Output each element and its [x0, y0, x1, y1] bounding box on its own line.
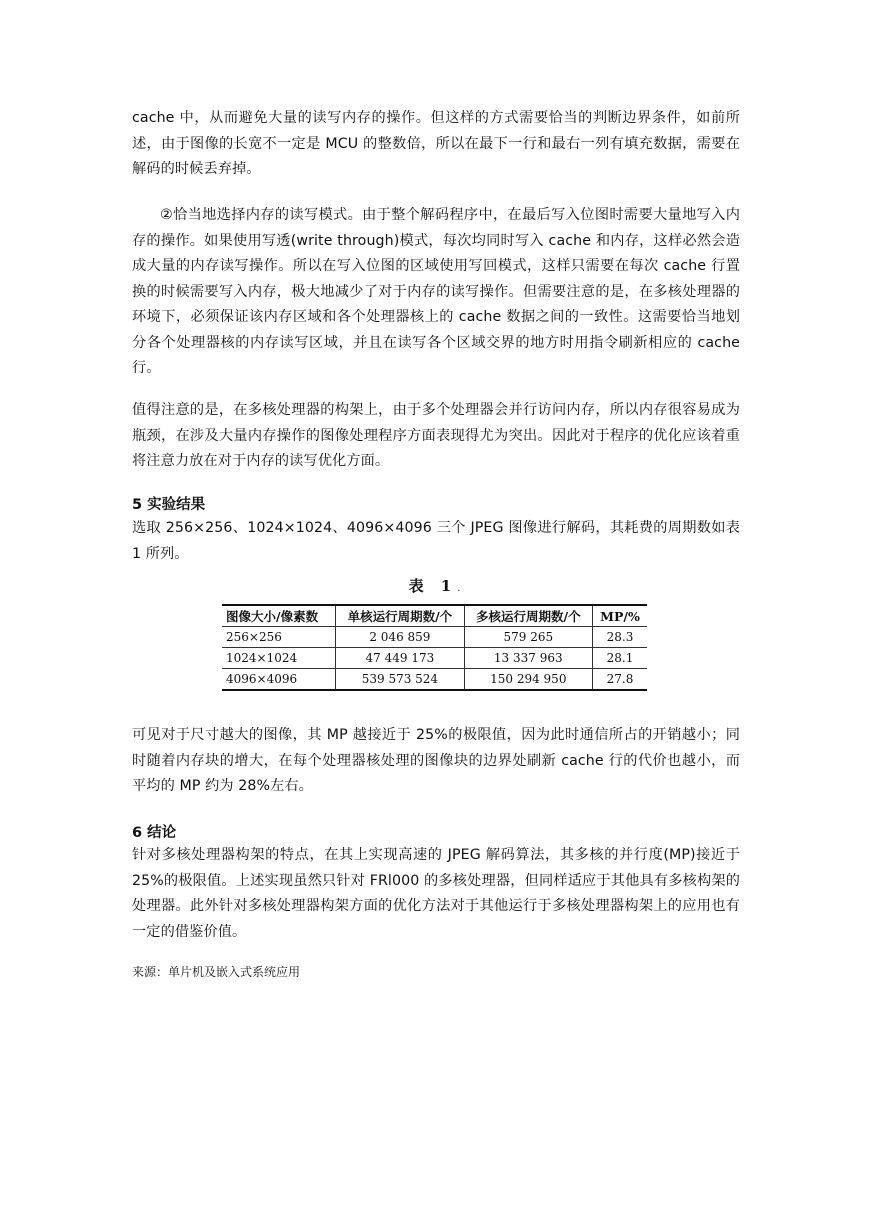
header-multi-core-cycles: 多核运行周期数/个 — [464, 605, 592, 627]
cell-mp: 28.1 — [592, 648, 647, 669]
cell-image-size: 256×256 — [222, 627, 336, 648]
table-header-row — [222, 605, 647, 627]
cell-multi-core: 13 337 963 — [464, 648, 592, 669]
cell-multi-core: 150 294 950 — [464, 669, 592, 691]
cell-multi-core: 579 265 — [464, 627, 592, 648]
results-table — [222, 604, 647, 691]
table-caption — [0, 575, 869, 596]
paragraph-cache-boundary: cache 中，从而避免大量的读写内存的操作。但这样的方式需要恰当的判断边界条件，如前所述，由于图像的长宽不一定是 MCU 的整数倍，所以在最下一行和最右一列有填充数据，需要在解码的时候丢弃掉。 — [132, 110, 740, 177]
cell-single-core: 2 046 859 — [336, 627, 464, 648]
header-image-size: 图像大小/像素数 — [222, 605, 336, 627]
paragraph-memory-bottleneck: 值得注意的是，在多核处理器的构架上，由于多个处理器会并行访问内存，所以内存很容易成为瓶颈，在涉及大量内存操作的图像处理程序方面表现得尤为突出。因此对于程序的优化应该着重将注意力放在对于内存的读写优化方面。 — [132, 402, 740, 469]
cell-image-size: 4096×4096 — [222, 669, 336, 691]
section-6-body: 针对多核处理器构架的特点，在其上实现高速的 JPEG 解码算法，其多核的并行度(MP)接近于 25%的极限值。上述实现虽然只针对 FRl000 的多核处理器，但同样适应于其他具有多核构架的处理器。此外针对多核处理器构架方面的优化方法对于其他运行于多核处理器构架上的应用也有一定的借鉴价值。 — [132, 847, 740, 940]
cell-single-core: 539 573 524 — [336, 669, 464, 691]
cell-single-core: 47 449 173 — [336, 648, 464, 669]
cell-image-size: 1024×1024 — [222, 648, 336, 669]
cell-mp: 27.8 — [592, 669, 647, 691]
section-6-heading: 6 结论 — [132, 825, 177, 841]
cell-mp: 28.3 — [592, 627, 647, 648]
section-5-heading: 5 实验结果 — [132, 497, 206, 513]
table-row — [222, 669, 647, 691]
table-row — [222, 648, 647, 669]
section-5-conclusion: 可见对于尺寸越大的图像，其 MP 越接近于 25%的极限值，因为此时通信所占的开销越小；同时随着内存块的增大，在每个处理器核处理的图像块的边界处刷新 cache 行的代价也越小，而平均的 MP 约为 28%左右。 — [132, 727, 740, 794]
header-single-core-cycles: 单核运行周期数/个 — [336, 605, 464, 627]
source-line: 来源：单片机及嵌入式系统应用 — [132, 965, 301, 979]
table-caption-dot: . — [457, 583, 461, 594]
table-caption-text: 表 1 — [408, 577, 458, 595]
section-5-intro: 选取 256×256、1024×1024、4096×4096 三个 JPEG 图像进行解码，其耗费的周期数如表 1 所列。 — [132, 520, 740, 562]
paragraph-memory-mode: ②恰当地选择内存的读写模式。由于整个解码程序中，在最后写入位图时需要大量地写入内存的操作。如果使用写透(write through)模式，每次均同时写入 cache 和内存，这样必然会造成大量的内存读写操作。所以在写入位图的区域使用写回模式，这样只需要在每次 cache 行置换的时候需要写入内存，极大地减少了对于内存的读写操作。但需要注意的是，在多核处理器的环境下，必须保证该内存区域和各个处理器核上的 cache 数据之间的一致性。这需要恰当地划分各个处理器核的内存读写区域，并且在读写各个区域交界的地方时用指令刷新相应的 cache 行。 — [132, 207, 740, 376]
table-row — [222, 627, 647, 648]
header-mp: MP/% — [592, 605, 647, 627]
